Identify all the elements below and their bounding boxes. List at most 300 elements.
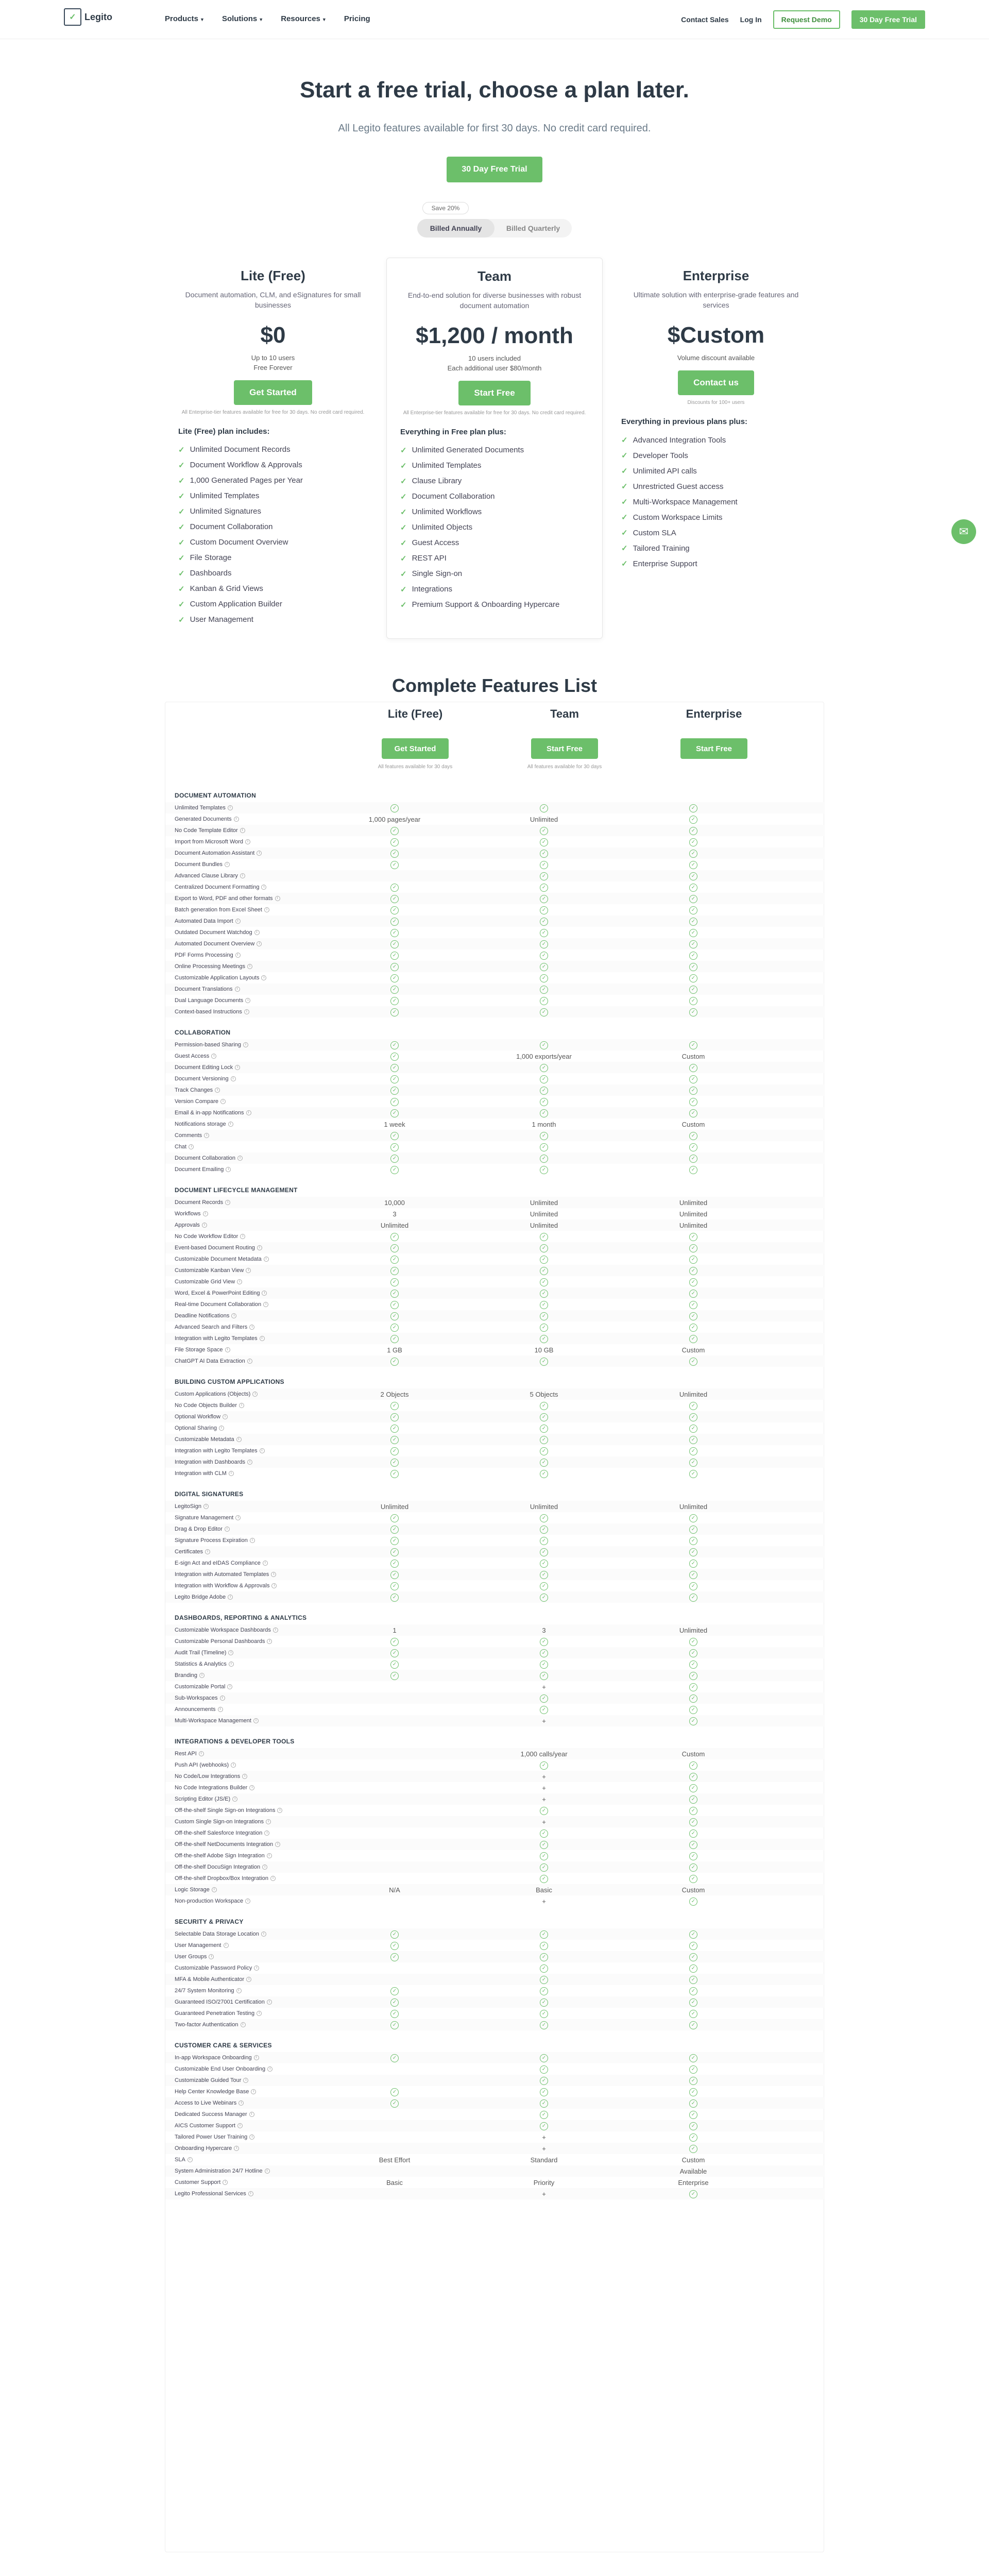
feature-cell xyxy=(619,1997,768,2007)
info-icon[interactable]: i xyxy=(275,1842,280,1847)
table-row xyxy=(165,1681,825,1692)
feature-cell xyxy=(619,1659,768,1669)
compare-start-free-team-button[interactable]: Start Free xyxy=(531,738,598,759)
compare-start-free-enterprise-button[interactable]: Start Free xyxy=(680,738,747,759)
info-icon[interactable]: i xyxy=(261,885,266,890)
plan-feature-item: ✓ Integrations xyxy=(400,585,452,594)
table-row xyxy=(165,1164,825,1175)
info-icon[interactable]: i xyxy=(240,828,245,833)
check-icon: ✓ xyxy=(621,529,628,538)
feature-name: Document Emailing i xyxy=(165,1166,320,1173)
info-icon[interactable]: i xyxy=(225,1200,230,1205)
feature-cell xyxy=(619,2087,768,2096)
features-section-title: INTEGRATIONS & DEVELOPER TOOLS xyxy=(175,1738,295,1745)
check-icon: ✓ xyxy=(689,1425,697,1433)
logo[interactable] xyxy=(64,8,112,26)
check-icon: ✓ xyxy=(540,1087,548,1095)
info-icon[interactable]: i xyxy=(264,1257,269,1262)
plan-cta-button[interactable]: Start Free xyxy=(458,381,530,405)
info-icon[interactable]: i xyxy=(257,1245,262,1250)
info-icon[interactable]: i xyxy=(225,862,230,867)
plan-feature-item: ✓ Developer Tools xyxy=(621,451,688,461)
info-icon[interactable]: i xyxy=(199,1673,204,1678)
feature-cell xyxy=(320,1997,469,2007)
feature-cell xyxy=(619,1828,768,1838)
feature-cell: Custom xyxy=(681,1750,705,1758)
feature-name: Guest Access i xyxy=(165,1053,320,1059)
check-icon: ✓ xyxy=(689,2190,697,2198)
info-icon[interactable]: i xyxy=(275,896,280,901)
info-icon[interactable]: i xyxy=(266,1819,271,1824)
contact-sales-link[interactable]: Contact Sales xyxy=(681,15,729,24)
feature-name: System Administration 24/7 Hotline i xyxy=(165,2168,320,2174)
billing-quarterly-option[interactable]: Billed Quarterly xyxy=(506,224,560,232)
chevron-down-icon: ▼ xyxy=(321,17,327,22)
info-icon[interactable]: i xyxy=(239,1403,244,1408)
feature-cell xyxy=(469,2110,619,2119)
feature-name: Export to Word, PDF and other formats i xyxy=(165,895,320,902)
feature-cell xyxy=(619,1896,768,1906)
info-icon[interactable]: i xyxy=(215,1088,220,1093)
feature-cell xyxy=(619,2053,768,2062)
plan-price: $1,200 / month xyxy=(416,323,573,349)
feature-name: Document Bundles i xyxy=(165,861,320,868)
info-icon[interactable]: i xyxy=(264,907,269,912)
check-icon: ✓ xyxy=(689,1964,697,1973)
feature-cell xyxy=(320,1063,469,1072)
info-icon[interactable]: i xyxy=(187,2157,193,2162)
chat-icon[interactable]: ✉ xyxy=(951,519,976,544)
check-icon: ✓ xyxy=(689,1008,697,1016)
info-icon[interactable]: i xyxy=(249,2112,254,2117)
info-icon[interactable]: i xyxy=(277,1808,282,1813)
feature-name: Batch generation from Excel Sheet i xyxy=(165,907,320,913)
info-icon[interactable]: i xyxy=(250,1538,255,1543)
check-icon: ✓ xyxy=(390,1053,399,1061)
check-icon: ✓ xyxy=(540,2010,548,2018)
compare-note-lite: All features available for 30 days xyxy=(378,764,453,770)
info-icon[interactable]: i xyxy=(235,987,240,992)
plan-feature-item: ✓ Document Collaboration xyxy=(400,492,495,501)
feature-cell xyxy=(320,803,469,812)
info-icon[interactable]: i xyxy=(260,1336,265,1341)
info-icon[interactable]: i xyxy=(243,2078,248,2083)
check-icon: ✓ xyxy=(390,1594,399,1602)
check-icon: ✓ xyxy=(390,1571,399,1579)
check-icon: ✓ xyxy=(689,1155,697,1163)
feature-cell: Unlimited xyxy=(679,1626,708,1634)
info-icon[interactable]: i xyxy=(243,1042,248,1047)
features-title: Complete Features List xyxy=(391,675,598,696)
feature-cell xyxy=(320,2020,469,2029)
feature-name: Online Processing Meetings i xyxy=(165,963,320,970)
info-icon[interactable]: i xyxy=(236,1988,242,1993)
plan-feature-item: ✓ Single Sign-on xyxy=(400,569,463,579)
plan-cta-button[interactable]: Contact us xyxy=(678,370,754,395)
info-icon[interactable]: i xyxy=(257,851,262,856)
feature-cell xyxy=(619,2098,768,2108)
feature-cell xyxy=(619,1929,768,1939)
feature-cell xyxy=(320,1401,469,1410)
info-icon[interactable]: i xyxy=(245,1899,250,1904)
info-icon[interactable]: i xyxy=(249,1325,254,1330)
feature-cell xyxy=(469,1412,619,1421)
info-icon[interactable]: i xyxy=(241,2022,246,2027)
table-row xyxy=(165,882,825,893)
feature-cell xyxy=(619,883,768,892)
menu-products[interactable]: Products ▼ xyxy=(165,14,204,23)
feature-name: Selectable Data Storage Location i xyxy=(165,1931,320,1937)
info-icon[interactable]: i xyxy=(218,1707,223,1712)
feature-name: Customizable Portal i xyxy=(165,1684,320,1690)
check-icon: ✓ xyxy=(689,1649,697,1657)
info-icon[interactable]: i xyxy=(202,1223,207,1228)
feature-cell xyxy=(469,1874,619,1883)
check-icon: ✓ xyxy=(540,940,548,948)
feature-cell xyxy=(619,905,768,914)
info-icon[interactable]: i xyxy=(273,1628,278,1633)
check-icon: ✓ xyxy=(390,1930,399,1939)
info-icon[interactable]: i xyxy=(203,1504,209,1509)
info-icon[interactable]: i xyxy=(237,1156,243,1161)
info-icon[interactable]: i xyxy=(236,1437,242,1442)
check-icon: ✓ xyxy=(689,1807,697,1815)
check-icon: ✓ xyxy=(400,554,407,563)
check-icon: ✓ xyxy=(390,952,399,960)
info-icon[interactable]: i xyxy=(265,2168,270,2174)
info-icon[interactable]: i xyxy=(212,1887,217,1892)
feature-name: Access to Live Webinars i xyxy=(165,2100,320,2106)
check-icon: ✓ xyxy=(540,1278,548,1286)
feature-cell xyxy=(320,1558,469,1568)
check-icon: ✓ xyxy=(689,1784,697,1792)
info-icon[interactable]: i xyxy=(254,930,260,935)
feature-cell xyxy=(469,1446,619,1455)
info-icon[interactable]: i xyxy=(226,1167,231,1172)
info-icon[interactable]: i xyxy=(189,1144,194,1149)
check-icon: ✓ xyxy=(540,1560,548,1568)
feature-cell xyxy=(619,2189,768,2198)
info-icon[interactable]: i xyxy=(235,953,241,958)
menu-pricing[interactable]: Pricing xyxy=(344,14,370,23)
info-icon[interactable]: i xyxy=(240,1234,245,1239)
check-icon: ✓ xyxy=(390,838,399,846)
menu-solutions[interactable]: Solutions ▼ xyxy=(221,14,264,23)
feature-cell xyxy=(469,2009,619,2018)
request-demo-button[interactable]: Request Demo xyxy=(773,10,840,29)
check-icon: ✓ xyxy=(689,838,697,846)
check-icon: ✓ xyxy=(540,1514,548,1522)
info-icon[interactable]: i xyxy=(267,2066,272,2072)
info-icon[interactable]: i xyxy=(267,1853,272,1858)
feature-cell xyxy=(619,1806,768,1815)
check-icon: ✓ xyxy=(178,522,185,532)
info-icon[interactable]: i xyxy=(271,1572,276,1577)
info-icon[interactable]: i xyxy=(244,1009,249,1014)
feature-cell xyxy=(619,837,768,846)
info-icon[interactable]: i xyxy=(231,1313,236,1318)
info-icon[interactable]: i xyxy=(229,1662,234,1667)
feature-cell xyxy=(469,1086,619,1095)
feature-name: Outdated Document Watchdog i xyxy=(165,929,320,936)
info-icon[interactable]: i xyxy=(260,1448,265,1453)
info-icon[interactable]: i xyxy=(203,1211,208,1216)
feature-name: Certificates i xyxy=(165,1549,320,1555)
feature-cell xyxy=(619,849,768,858)
info-icon[interactable]: i xyxy=(262,1291,267,1296)
info-icon[interactable]: i xyxy=(225,1527,230,1532)
feature-cell xyxy=(619,1266,768,1275)
feature-cell xyxy=(619,1165,768,1174)
feature-cell xyxy=(320,1513,469,1522)
feature-cell xyxy=(619,1074,768,1083)
check-icon: ✓ xyxy=(540,1098,548,1106)
info-icon[interactable]: i xyxy=(228,1122,233,1127)
info-icon[interactable]: i xyxy=(220,1696,225,1701)
feature-cell xyxy=(320,1446,469,1455)
feature-cell xyxy=(469,2064,619,2074)
info-icon[interactable]: i xyxy=(247,1359,252,1364)
check-icon: ✓ xyxy=(689,861,697,869)
info-icon[interactable]: i xyxy=(223,1414,228,1419)
info-icon[interactable]: i xyxy=(219,1426,224,1431)
feature-cell xyxy=(469,2121,619,2130)
info-icon[interactable]: i xyxy=(234,2146,239,2151)
check-icon: ✓ xyxy=(390,1143,399,1151)
table-row xyxy=(165,1219,825,1231)
info-icon[interactable]: i xyxy=(237,2123,243,2128)
info-icon[interactable]: i xyxy=(245,839,250,844)
feature-name: Integration with Workflow & Approvals i xyxy=(165,1583,320,1589)
feature-cell xyxy=(619,1401,768,1410)
info-icon[interactable]: i xyxy=(249,1785,254,1790)
info-icon[interactable]: i xyxy=(251,2089,256,2094)
info-icon[interactable]: i xyxy=(267,1999,272,2005)
info-icon[interactable]: i xyxy=(205,1549,210,1554)
info-icon[interactable]: i xyxy=(231,1076,236,1081)
feature-cell xyxy=(469,1862,619,1872)
info-icon[interactable]: i xyxy=(223,2180,228,2185)
check-icon: ✓ xyxy=(621,560,628,569)
feature-name: No Code Objects Builder i xyxy=(165,1402,320,1409)
check-icon: ✓ xyxy=(390,1998,399,2007)
feature-cell xyxy=(469,1997,619,2007)
check-icon: ✓ xyxy=(689,1560,697,1568)
feature-name: Tailored Power User Training i xyxy=(165,2134,320,2140)
info-icon[interactable]: i xyxy=(240,873,245,878)
check-icon: ✓ xyxy=(390,906,399,914)
feature-name: LegitoSign i xyxy=(165,1503,320,1510)
feature-cell: N/A xyxy=(389,1886,400,1894)
info-icon[interactable]: i xyxy=(245,998,250,1003)
check-icon: ✓ xyxy=(390,1233,399,1241)
info-icon[interactable]: i xyxy=(254,2055,259,2060)
info-icon[interactable]: i xyxy=(229,1471,234,1476)
check-icon: ✓ xyxy=(390,2010,399,2018)
table-row xyxy=(165,825,825,836)
login-link[interactable]: Log In xyxy=(740,15,762,24)
plan-note: 10 users included Each additional user $80/month xyxy=(447,354,542,372)
features-section xyxy=(165,1039,825,1175)
info-icon[interactable]: i xyxy=(232,1797,237,1802)
feature-name: Notifications storage i xyxy=(165,1121,320,1127)
info-icon[interactable]: i xyxy=(220,1099,226,1104)
info-icon[interactable]: i xyxy=(248,2191,253,2196)
info-icon[interactable]: i xyxy=(261,1931,266,1937)
free-trial-button[interactable]: 30 Day Free Trial xyxy=(851,10,925,29)
info-icon[interactable]: i xyxy=(257,941,262,946)
table-row xyxy=(165,1636,825,1647)
info-icon[interactable]: i xyxy=(209,1954,214,1959)
feature-cell: Basic xyxy=(386,2178,403,2187)
feature-cell xyxy=(320,2087,469,2096)
info-icon[interactable]: i xyxy=(227,1684,232,1689)
feature-name: Custom Single Sign-on Integrations i xyxy=(165,1819,320,1825)
info-icon[interactable]: i xyxy=(271,1583,277,1588)
feature-name: User Groups i xyxy=(165,1954,320,1960)
feature-name: Multi-Workspace Management i xyxy=(165,1718,320,1724)
check-icon: ✓ xyxy=(540,1358,548,1366)
hero-trial-button[interactable]: 30 Day Free Trial xyxy=(447,157,542,182)
info-icon[interactable]: i xyxy=(253,1718,259,1723)
info-icon[interactable]: i xyxy=(228,1595,233,1600)
compare-get-started-button[interactable]: Get Started xyxy=(382,738,449,759)
feature-cell xyxy=(320,1334,469,1343)
check-icon: ✓ xyxy=(540,2122,548,2130)
info-icon[interactable]: i xyxy=(246,1110,251,1115)
info-icon[interactable]: i xyxy=(242,1774,247,1779)
plan-feature-item: ✓ Custom Application Builder xyxy=(178,600,282,609)
feature-cell xyxy=(320,1086,469,1095)
check-icon: ✓ xyxy=(400,492,407,501)
check-icon: ✓ xyxy=(390,1447,399,1455)
feature-cell: + xyxy=(542,2133,546,2141)
check-icon: ✓ xyxy=(390,1278,399,1286)
info-icon[interactable]: i xyxy=(231,1762,236,1768)
plan-feature-item: ✓ Custom SLA xyxy=(621,528,676,538)
info-icon[interactable]: i xyxy=(261,975,266,980)
features-section-title: SECURITY & PRIVACY xyxy=(175,1918,244,1925)
feature-name: Import from Microsoft Word i xyxy=(165,839,320,845)
plan-feature-item: ✓ Unlimited Templates xyxy=(400,461,482,470)
check-icon: ✓ xyxy=(400,477,407,486)
info-icon[interactable]: i xyxy=(235,919,241,924)
feature-cell xyxy=(320,849,469,858)
info-icon[interactable]: i xyxy=(199,1751,204,1756)
feature-cell xyxy=(469,1592,619,1602)
feature-cell xyxy=(320,1469,469,1478)
info-icon[interactable]: i xyxy=(235,1065,240,1070)
info-icon[interactable]: i xyxy=(264,1831,269,1836)
feature-name: Integration with Automated Templates i xyxy=(165,1571,320,1578)
info-icon[interactable]: i xyxy=(263,1561,268,1566)
info-icon[interactable]: i xyxy=(254,1965,259,1971)
info-icon[interactable]: i xyxy=(237,1279,242,1284)
feature-name: No Code/Low Integrations i xyxy=(165,1773,320,1780)
feature-cell xyxy=(469,1311,619,1320)
feature-cell: Unlimited xyxy=(679,1502,708,1511)
info-icon[interactable]: i xyxy=(249,2134,254,2140)
table-row xyxy=(165,1658,825,1670)
features-table-body xyxy=(165,781,825,2199)
check-icon: ✓ xyxy=(390,1560,399,1568)
info-icon[interactable]: i xyxy=(263,1302,268,1307)
menu-resources[interactable]: Resources ▼ xyxy=(281,14,327,23)
info-icon[interactable]: i xyxy=(234,817,239,822)
table-row xyxy=(165,2052,825,2063)
info-icon[interactable]: i xyxy=(246,1977,251,1982)
check-icon: ✓ xyxy=(540,963,548,971)
table-row xyxy=(165,836,825,848)
feature-cell: Enterprise xyxy=(678,2178,709,2187)
check-icon: ✓ xyxy=(689,1301,697,1309)
info-icon[interactable]: i xyxy=(270,1876,276,1881)
info-icon[interactable]: i xyxy=(204,1133,209,1138)
plan-feature-item: ✓ Unrestricted Guest access xyxy=(621,482,724,492)
info-icon[interactable]: i xyxy=(257,2011,262,2016)
info-icon[interactable]: i xyxy=(262,1865,267,1870)
check-icon: ✓ xyxy=(390,1075,399,1083)
info-icon[interactable]: i xyxy=(228,1650,233,1655)
check-icon: ✓ xyxy=(390,986,399,994)
check-icon: ✓ xyxy=(390,1548,399,1556)
check-icon: ✓ xyxy=(390,1008,399,1016)
check-icon: ✓ xyxy=(689,1244,697,1252)
info-icon[interactable]: i xyxy=(247,964,252,969)
info-icon[interactable]: i xyxy=(267,1639,272,1644)
check-icon: ✓ xyxy=(689,1526,697,1534)
feature-name: Customizable Personal Dashboards i xyxy=(165,1638,320,1645)
feature-cell xyxy=(469,803,619,812)
feature-cell: Best Effort xyxy=(379,2156,411,2164)
billing-annual-option[interactable]: Billed Annually xyxy=(417,219,494,238)
check-icon: ✓ xyxy=(540,1256,548,1264)
feature-name: MFA & Mobile Authenticator i xyxy=(165,1976,320,1982)
info-icon[interactable]: i xyxy=(235,1515,241,1520)
logo-icon: ✓ xyxy=(64,8,81,26)
info-icon[interactable]: i xyxy=(252,1392,258,1397)
info-icon[interactable]: i xyxy=(225,1347,230,1352)
table-row xyxy=(165,848,825,859)
info-icon[interactable]: i xyxy=(238,2100,244,2106)
info-icon[interactable]: i xyxy=(211,1054,216,1059)
check-icon: ✓ xyxy=(689,1706,697,1714)
top-nav xyxy=(0,0,989,39)
check-icon: ✓ xyxy=(689,1075,697,1083)
feature-cell xyxy=(619,1794,768,1804)
check-icon: ✓ xyxy=(540,804,548,812)
feature-cell xyxy=(619,1334,768,1343)
table-row xyxy=(165,1197,825,1208)
info-icon[interactable]: i xyxy=(224,1943,229,1948)
feature-cell xyxy=(320,1357,469,1366)
table-row xyxy=(165,1647,825,1658)
info-icon[interactable]: i xyxy=(228,805,233,810)
check-icon: ✓ xyxy=(400,569,407,579)
plan-cta-button[interactable]: Get Started xyxy=(234,380,312,405)
plan-price: $Custom xyxy=(667,323,765,348)
feature-name: SLA i xyxy=(165,2157,320,2163)
info-icon[interactable]: i xyxy=(247,1460,252,1465)
info-icon[interactable]: i xyxy=(246,1268,251,1273)
feature-name: Signature Process Expiration i xyxy=(165,1537,320,1544)
table-row xyxy=(165,904,825,916)
feature-cell xyxy=(619,985,768,994)
table-row xyxy=(165,1996,825,2008)
feature-cell xyxy=(469,837,619,846)
table-row xyxy=(165,916,825,927)
feature-name: Document Records i xyxy=(165,1199,320,1206)
